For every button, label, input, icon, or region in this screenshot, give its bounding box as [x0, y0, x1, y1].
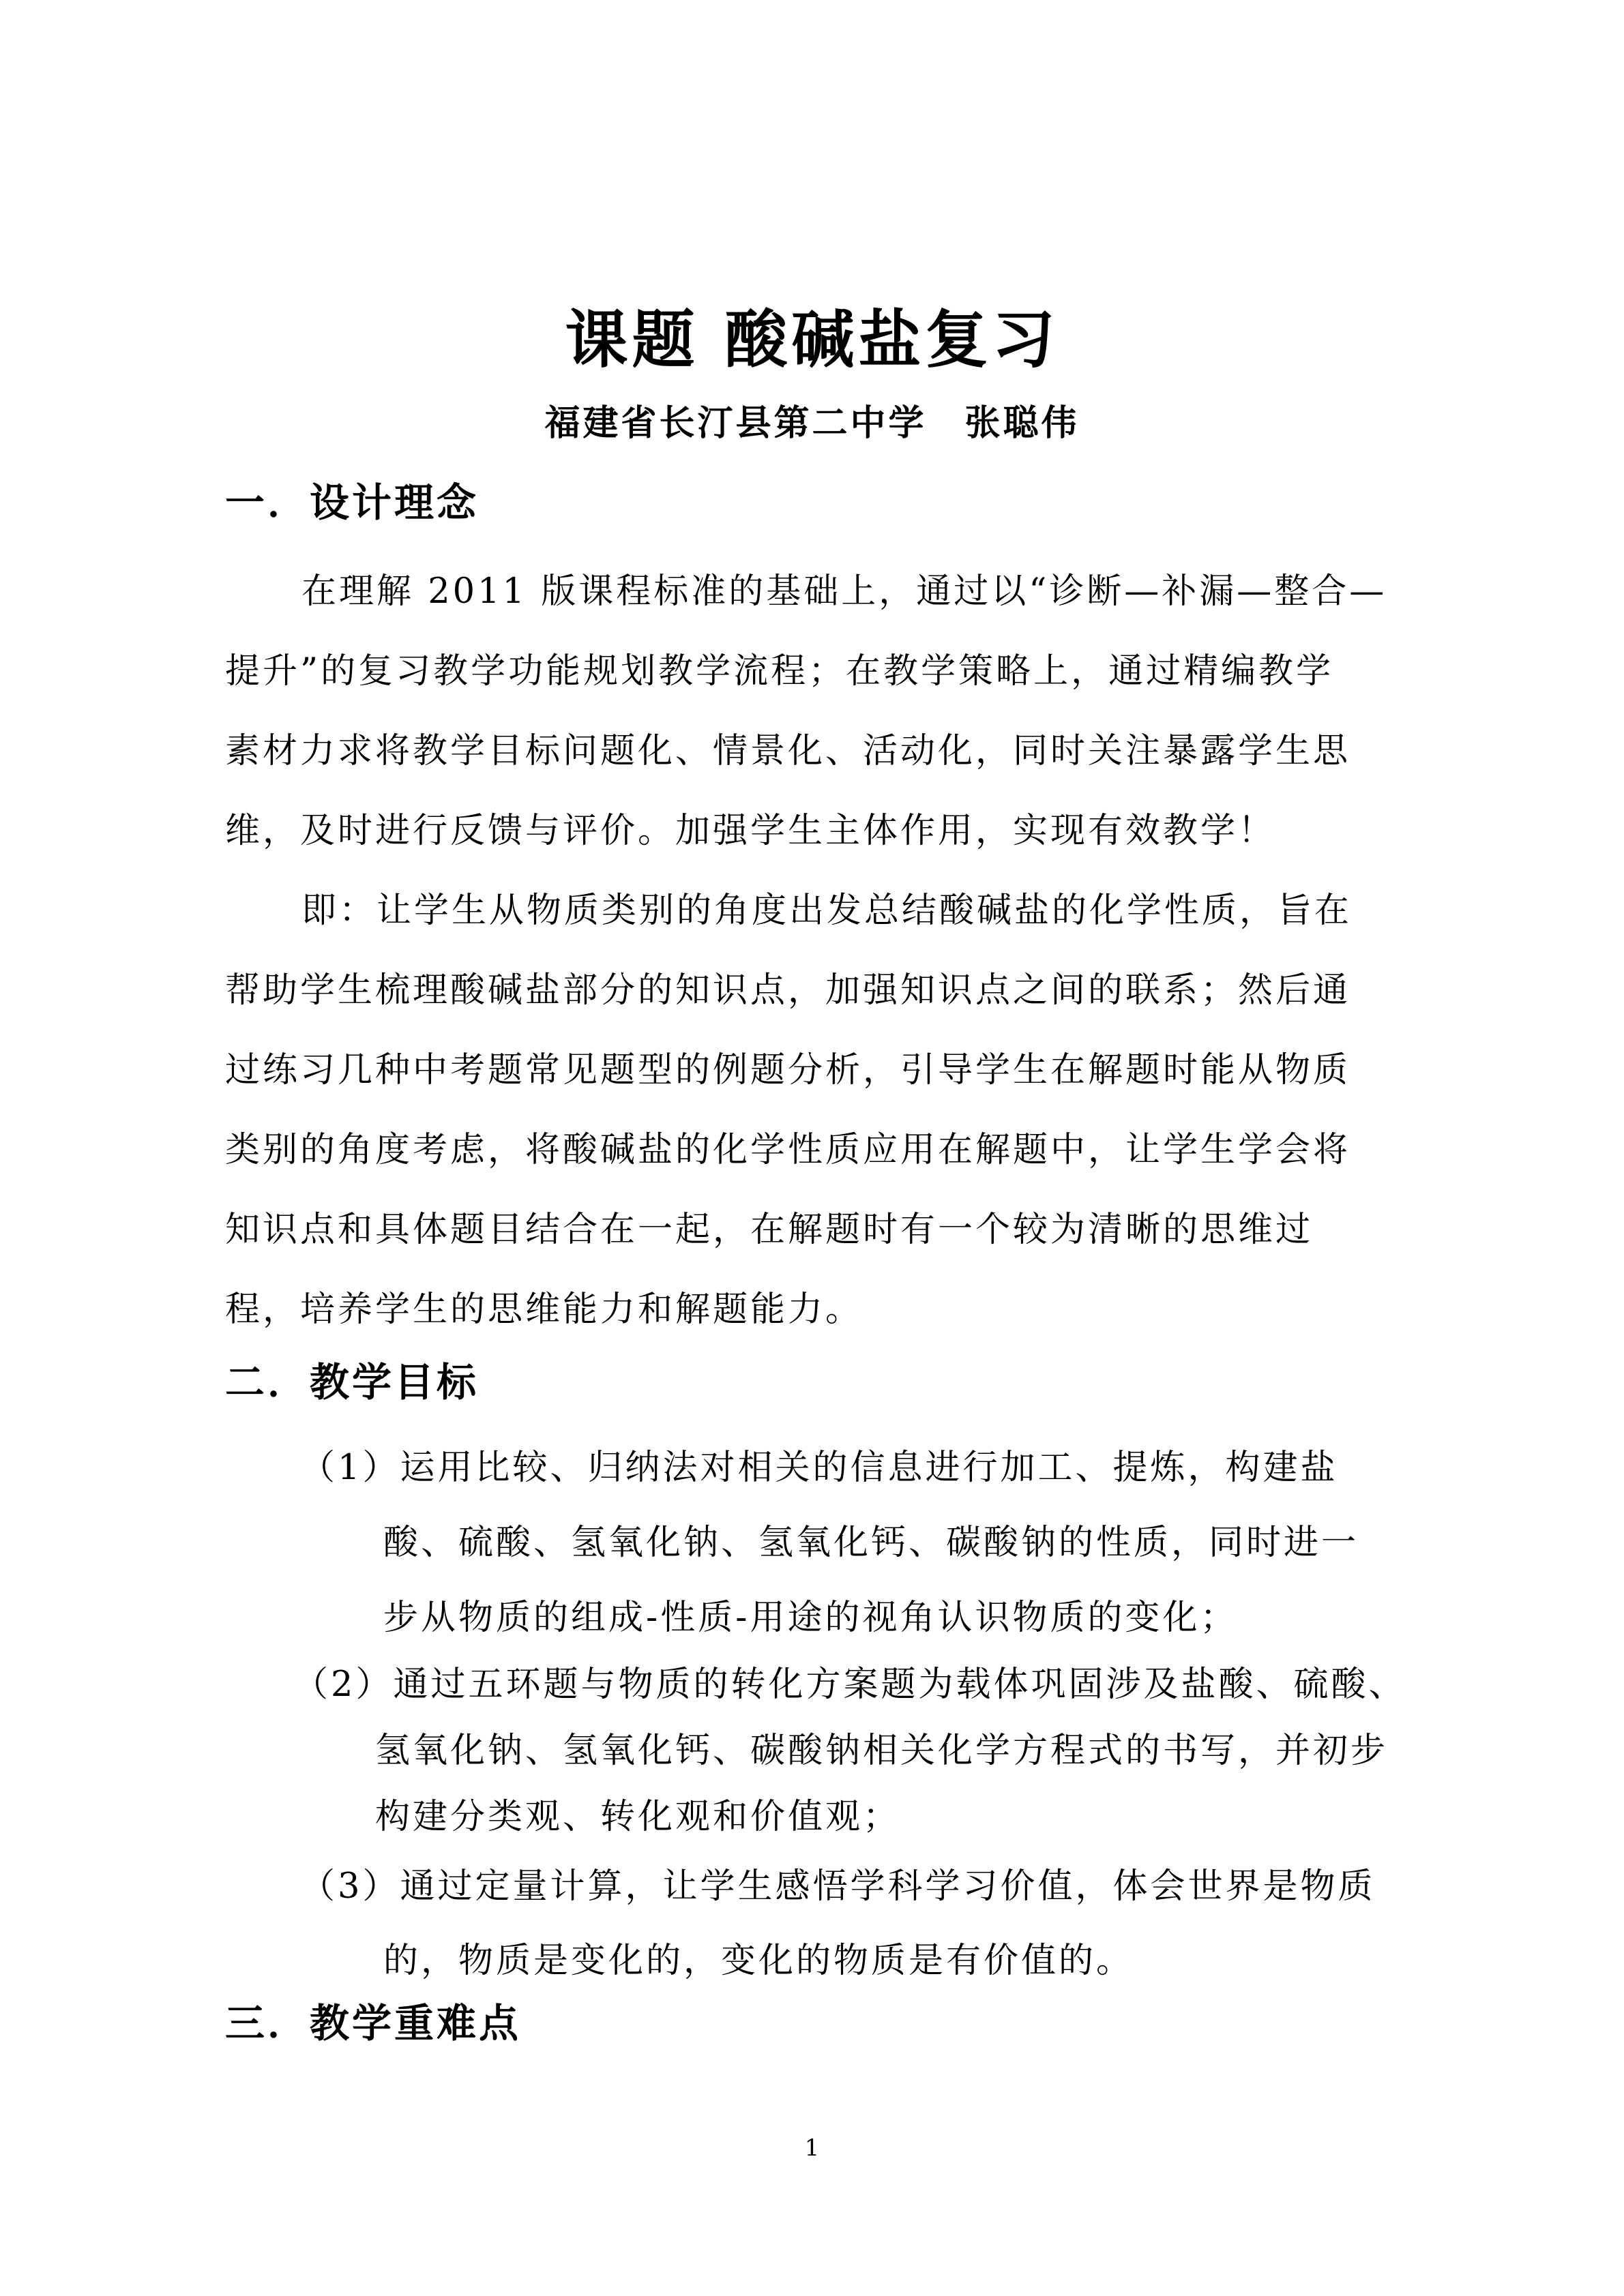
paragraph-line: 在理解 2011 版课程标准的基础上，通过以“诊断—补漏—整合—: [301, 571, 1387, 612]
goal-item-line: （1）运用比较、归纳法对相关的信息进行加工、提炼，构建盐: [300, 1448, 1338, 1488]
section-heading-key-difficulties: 三．教学重难点: [225, 2000, 522, 2046]
goal-item-line: 氢氧化钠、氢氧化钙、碳酸钠相关化学方程式的书写，并初步: [375, 1731, 1389, 1771]
paragraph-line: 类别的角度考虑，将酸碱盐的化学性质应用在解题中，让学生学会将: [225, 1130, 1351, 1170]
goal-item-line: （2）通过五环题与物质的转化方案题为载体巩固涉及盐酸、硫酸、: [293, 1665, 1406, 1705]
paragraph-line: 帮助学生梳理酸碱盐部分的知识点，加强知识点之间的联系；然后通: [225, 970, 1351, 1011]
goal-item-line: （3）通过定量计算，让学生感悟学科学习价值，体会世界是物质: [300, 1866, 1376, 1907]
goal-item-line: 构建分类观、转化观和价值观；: [375, 1797, 901, 1837]
section-heading-design-concept: 一．设计理念: [225, 479, 479, 526]
paragraph-line: 知识点和具体题目结合在一起，在解题时有一个较为清晰的思维过: [225, 1210, 1314, 1250]
goal-item-line: 的，物质是变化的，变化的物质是有价值的。: [383, 1941, 1134, 1981]
goal-item-line: 步从物质的组成-性质-用途的视角认识物质的变化；: [383, 1598, 1238, 1638]
section-heading-teaching-goals: 二．教学目标: [225, 1359, 479, 1405]
author-line: 福建省长汀县第二中学 张聪伟: [544, 402, 1080, 444]
paragraph-line: 程，培养学生的思维能力和解题能力。: [225, 1289, 863, 1330]
paragraph-line: 提升”的复习教学功能规划教学流程；在教学策略上，通过精编教学: [225, 651, 1334, 691]
goal-item-line: 酸、硫酸、氢氧化钠、氢氧化钙、碳酸钠的性质，同时进一: [383, 1523, 1359, 1563]
document-title: 课题 酸碱盐复习: [565, 303, 1059, 376]
paragraph-line: 素材力求将教学目标问题化、情景化、活动化，同时关注暴露学生思: [225, 731, 1351, 771]
paragraph-line: 即：让学生从物质类别的角度出发总结酸碱盐的化学性质，旨在: [301, 891, 1353, 931]
page-number: 1: [804, 2134, 820, 2162]
paragraph-line: 过练习几种中考题常见题型的例题分析，引导学生在解题时能从物质: [225, 1050, 1351, 1090]
paragraph-line: 维，及时进行反馈与评价。加强学生主体作用，实现有效教学！: [225, 811, 1276, 851]
